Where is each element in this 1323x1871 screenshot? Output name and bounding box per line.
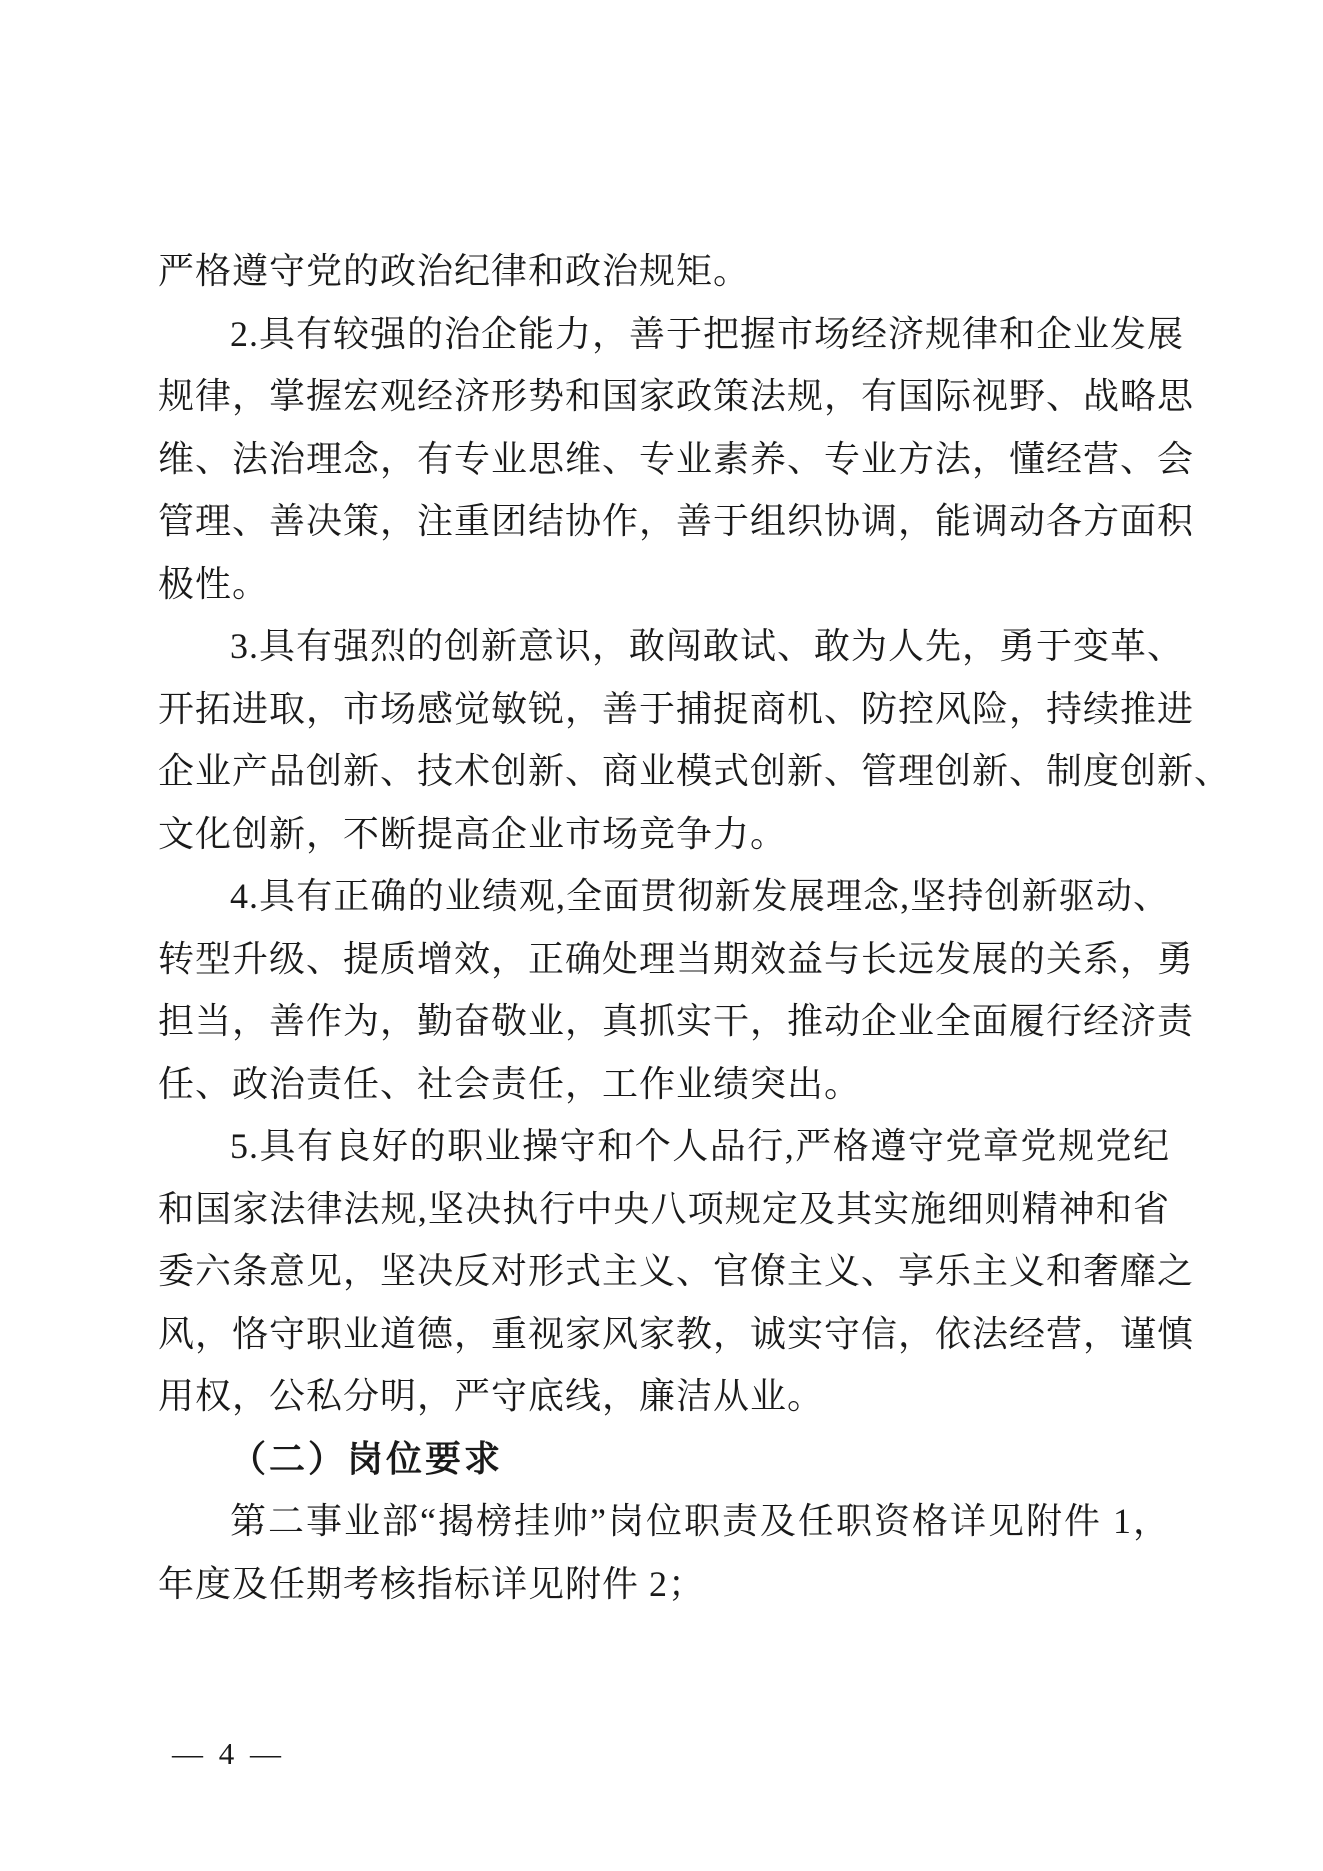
- text-line: 极性。: [158, 563, 270, 604]
- text-line: 5.具有良好的职业操守和个人品行,严格遵守党章党规党纪: [230, 1126, 1170, 1166]
- text-line: 开拓进取，市场感觉敏锐，善于捕捉商机、防控风险，持续推进: [158, 688, 1195, 729]
- text-line: 4.具有正确的业绩观,全面贯彻新发展理念,坚持创新驱动、: [230, 876, 1170, 916]
- text-line: 维、法治理念，有专业思维、专业素养、专业方法，懂经营、会: [158, 438, 1195, 479]
- text-line: 用权，公私分明，严守底线，廉洁从业。: [158, 1376, 825, 1416]
- section-heading: （二）岗位要求: [230, 1438, 504, 1479]
- text-line: 转型升级、提质增效，正确处理当期效益与长远发展的关系，勇: [158, 938, 1195, 979]
- text-line: 3.具有强烈的创新意识，敢闯敢试、敢为人先，勇于变革、: [230, 626, 1185, 666]
- text-line: 风，恪守职业道德，重视家风家教，诚实守信，依法经营，谨慎: [158, 1313, 1195, 1354]
- text-line: 管理、善决策，注重团结协作，善于组织协调，能调动各方面积: [158, 501, 1195, 541]
- text-line: 第二事业部“揭榜挂帅”岗位职责及任职资格详见附件 1，: [230, 1501, 1170, 1541]
- text-line: 任、政治责任、社会责任，工作业绩突出。: [158, 1063, 862, 1104]
- text-line: 2.具有较强的治企能力，善于把握市场经济规律和企业发展: [230, 313, 1185, 354]
- text-line: 委六条意见，坚决反对形式主义、官僚主义、享乐主义和奢靡之: [158, 1251, 1195, 1291]
- text-line: 年度及任期考核指标详见附件 2；: [158, 1563, 706, 1604]
- text-line: 担当，善作为，勤奋敬业，真抓实干，推动企业全面履行经济责: [158, 1001, 1195, 1041]
- page-number: — 4 —: [172, 1736, 285, 1771]
- text-line: 规律，掌握宏观经济形势和国家政策法规，有国际视野、战略思: [158, 376, 1195, 416]
- text-line: 严格遵守党的政治纪律和政治规矩。: [158, 251, 751, 291]
- text-line: 企业产品创新、技术创新、商业模式创新、管理创新、制度创新、: [158, 751, 1232, 791]
- text-line: 文化创新，不断提高企业市场竞争力。: [158, 813, 788, 854]
- page-footer: [172, 1736, 285, 1772]
- text-line: 和国家法律法规,坚决执行中央八项规定及其实施细则精神和省: [158, 1188, 1170, 1229]
- document-body: [158, 240, 1232, 1615]
